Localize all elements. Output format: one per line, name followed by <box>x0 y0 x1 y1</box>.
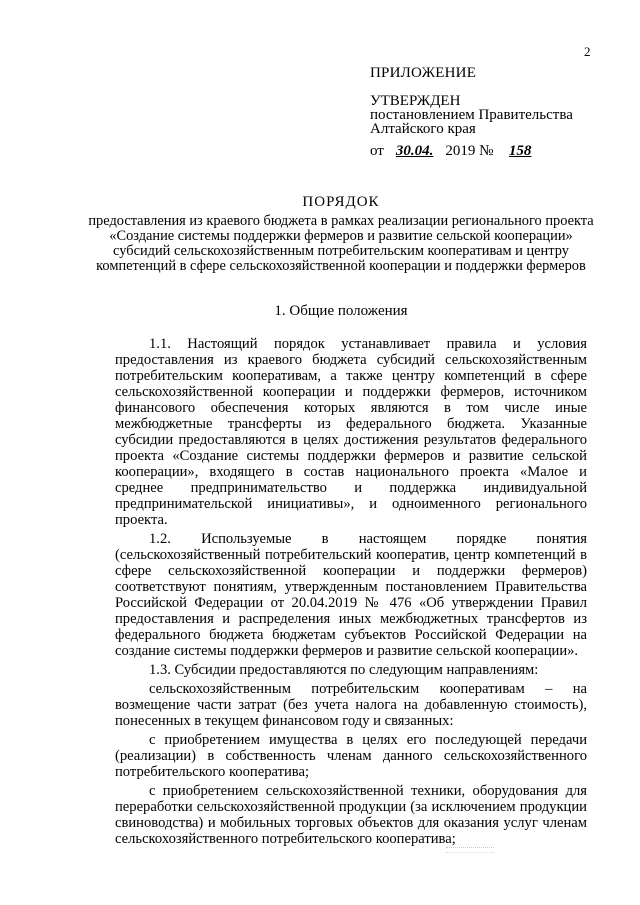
document-title <box>80 195 602 274</box>
section-heading: 1. Общие положения <box>274 303 408 319</box>
scan-artifact <box>446 847 494 853</box>
number-sign: № <box>479 143 494 159</box>
page-number: 2 <box>584 44 591 59</box>
approved-by-line-1: постановлением Правительства <box>370 107 573 123</box>
paragraph-equipment: с приобретением сельскохозяйственной техники, оборудования для переработки сельскохозяйственной продукции (за исключением продукции свиноводства) и мобильных торговых объектов для оказания услуг членам сельскохозяйственного потребительского кооператива; <box>115 783 587 847</box>
approval-date: 30.04. <box>395 143 434 159</box>
document-heading: ПОРЯДОК <box>302 194 380 210</box>
appendix-title: ПРИЛОЖЕНИЕ <box>370 65 477 81</box>
paragraph-1-3: 1.3. Субсидии предоставляются по следующим направлениям: <box>149 662 539 678</box>
paragraph-cooperatives: сельскохозяйственным потребительским кооперативам – на возмещение части затрат (без учета налога на добавленную стоимость), понесенных в текущем финансовом году и связанных: <box>115 681 587 729</box>
approval-date-line <box>370 144 573 158</box>
document-body <box>115 336 587 850</box>
approval-year: 2019 <box>445 143 476 159</box>
from-label: от <box>370 143 384 159</box>
approved-by-line-2: Алтайского края <box>370 121 476 137</box>
approval-block <box>370 66 573 158</box>
approved-label: УТВЕРЖДЕН <box>370 93 461 109</box>
paragraph-property: с приобретением имущества в целях его последующей передачи (реализации) в собственность членам данного сельскохозяйственного потребительского кооператива; <box>115 732 587 780</box>
paragraph-1-1: 1.1. Настоящий порядок устанавливает правила и условия предоставления из краевого бюджета субсидий сельскохозяйственным потребительским кооперативам, а также центру компетенций в сфере сельскохозяйственной кооперации и поддержки фермеров, источником финансового обеспечения которых являются в том числе иные межбюджетные трансферты из федерального бюджета. Указанные субсидии предоставляются в целях достижения результатов федерального проекта «Создание системы поддержки фермеров и развитие сельской кооперации», входящего в состав национального проекта «Малое и среднее предпринимательство и поддержка индивидуальной предпринимательской инициативы», и одноименного регионального проекта. <box>115 336 587 528</box>
document-subtitle: предоставления из краевого бюджета в рамках реализации регионального проекта «Создание системы поддержки фермеров и развитие сельской кооперации» субсидий сельскохозяйственным потребительским кооперативам и центру компетенций в сфере сельскохозяйственной кооперации и поддержки фермеров <box>88 213 594 274</box>
approval-number: 158 <box>508 143 532 159</box>
paragraph-1-2: 1.2. Используемые в настоящем порядке понятия (сельскохозяйственный потребительский кооператив, центр компетенций в сфере сельскохозяйственной кооперации и поддержки фермеров) соответствуют понятиям, утвержденным постановлением Правительства Российской Федерации от 20.04.2019 № 476 «Об утверждении Правил предоставления и распределения иных межбюджетных трансфертов из федерального бюджета бюджетам субъектов Российской Федерации на создание системы поддержки фермеров и развитие сельской кооперации». <box>115 531 587 659</box>
